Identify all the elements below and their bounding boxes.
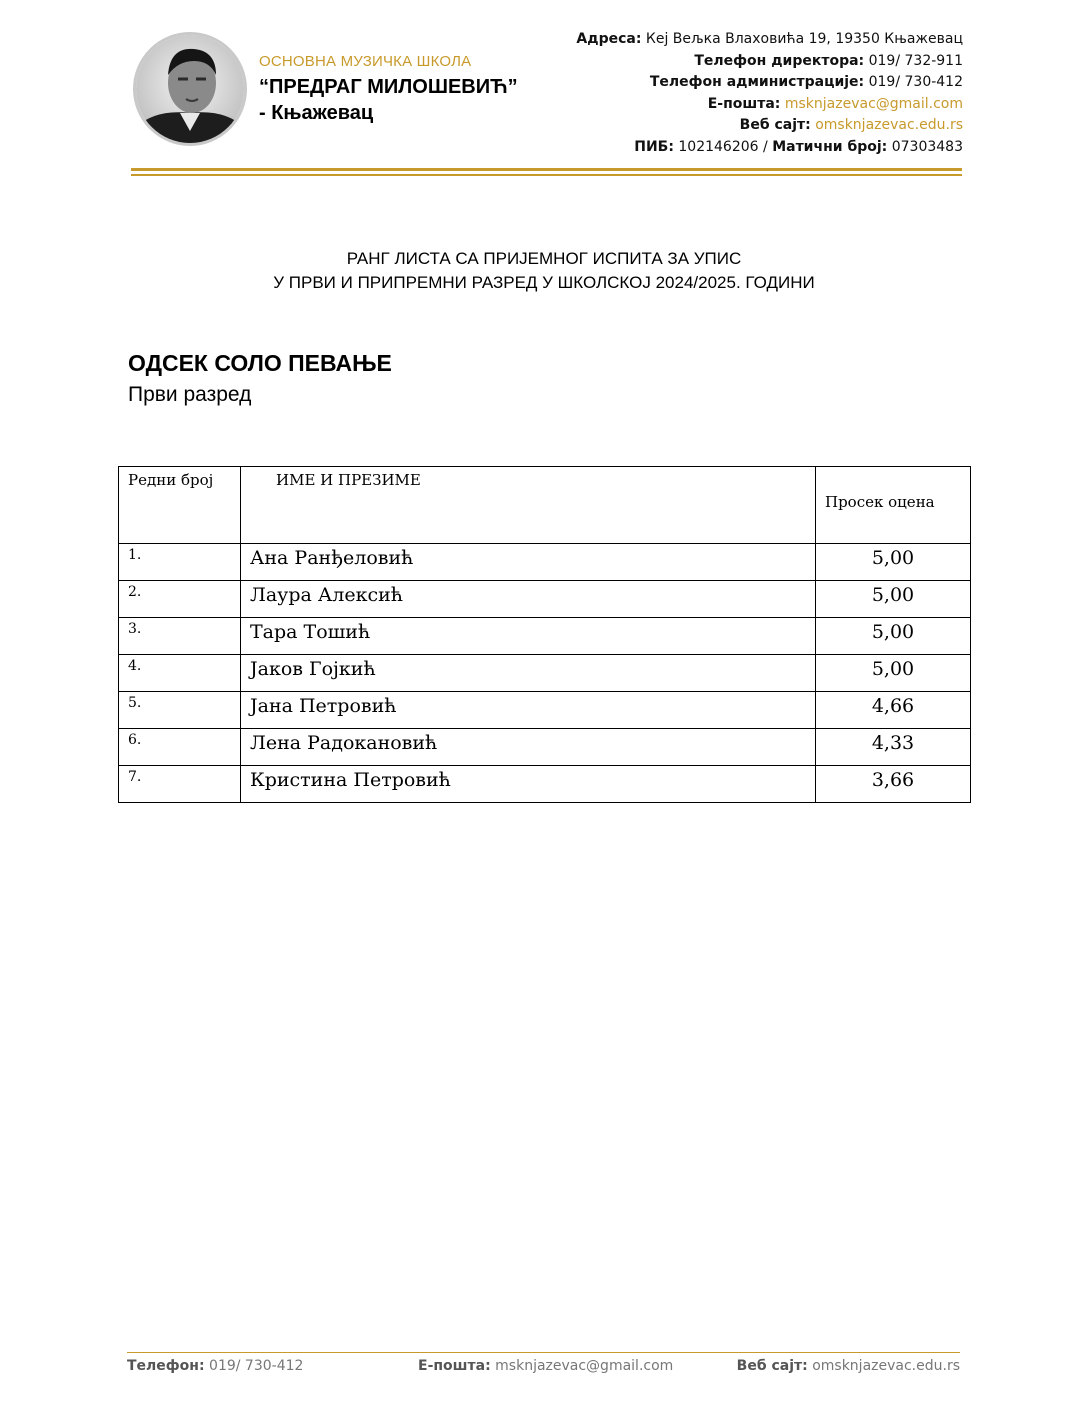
row-average: 5,00	[816, 581, 971, 618]
school-portrait-photo	[133, 32, 247, 146]
header-name: ИМЕ И ПРЕЗИМЕ	[241, 467, 816, 544]
header-divider-thin	[131, 174, 962, 176]
row-number: 3.	[119, 618, 241, 655]
row-number: 5.	[119, 692, 241, 729]
table-row	[119, 618, 971, 655]
row-average: 5,00	[816, 655, 971, 692]
row-name: Тара Тошић	[241, 618, 816, 655]
footer-web-link[interactable]: omsknjazevac.edu.rs	[812, 1358, 960, 1374]
pib-line: ПИБ: 102146206 / Матични број: 07303483	[634, 138, 963, 155]
footer-divider	[127, 1352, 960, 1353]
row-average: 4,66	[816, 692, 971, 729]
department-heading: ОДСЕК СОЛО ПЕВАЊЕ	[128, 350, 392, 376]
row-number: 6.	[119, 729, 241, 766]
row-number: 1.	[119, 544, 241, 581]
table-row	[119, 692, 971, 729]
table-row	[119, 766, 971, 803]
row-name: Јаков Гојкић	[241, 655, 816, 692]
table-row	[119, 655, 971, 692]
row-number: 4.	[119, 655, 241, 692]
row-name: Лаура Алексић	[241, 581, 816, 618]
email-line: Е-пошта: msknjazevac@gmail.com	[707, 95, 963, 112]
table-header-row	[119, 467, 971, 544]
header-number: Редни број	[119, 467, 241, 544]
row-name: Кристина Петровић	[241, 766, 816, 803]
school-name: “ПРЕДРАГ МИЛОШЕВИЋ”	[259, 76, 518, 98]
footer-phone: Телефон: 019/ 730-412	[127, 1358, 304, 1374]
footer-web: Веб сајт: omsknjazevac.edu.rs	[736, 1358, 960, 1374]
row-name: Лена Радокановић	[241, 729, 816, 766]
header-average: Просек оцена	[816, 467, 971, 544]
web-link[interactable]: omsknjazevac.edu.rs	[815, 117, 963, 133]
row-average: 5,00	[816, 544, 971, 581]
table-row	[119, 544, 971, 581]
address-line: Адреса: Кеј Вељка Влаховића 19, 19350 Књажевац	[576, 31, 963, 47]
row-name: Јана Петровић	[241, 692, 816, 729]
school-name-block	[259, 53, 518, 125]
web-line: Веб сајт: omsknjazevac.edu.rs	[739, 117, 963, 133]
header-divider-thick	[131, 168, 962, 171]
grade-heading: Први разред	[128, 383, 252, 406]
email-link[interactable]: msknjazevac@gmail.com	[784, 95, 963, 112]
contact-info	[576, 29, 963, 158]
row-average: 4,33	[816, 729, 971, 766]
row-number: 2.	[119, 581, 241, 618]
footer-email: Е-пошта: msknjazevac@gmail.com	[418, 1358, 674, 1374]
row-name: Ана Ранђеловић	[241, 544, 816, 581]
table-row	[119, 581, 971, 618]
row-average: 3,66	[816, 766, 971, 803]
row-number: 7.	[119, 766, 241, 803]
director-phone-line: Телефон директора: 019/ 732-911	[694, 52, 963, 69]
table-row	[119, 729, 971, 766]
school-type: ОСНОВНА МУЗИЧКА ШКОЛА	[259, 53, 472, 70]
admin-phone-line: Телефон администрације: 019/ 730-412	[649, 74, 963, 90]
ranking-table	[118, 466, 971, 803]
document-title: РАНГ ЛИСТА СА ПРИЈЕМНОГ ИСПИТА ЗА УПИС У ПРВИ И ПРИПРЕМНИ РАЗРЕД У ШКОЛСКОЈ 2024/2025. ГОДИНИ	[273, 249, 815, 292]
row-average: 5,00	[816, 618, 971, 655]
footer-email-link[interactable]: msknjazevac@gmail.com	[495, 1358, 674, 1374]
school-town: - Књажевац	[259, 102, 374, 124]
